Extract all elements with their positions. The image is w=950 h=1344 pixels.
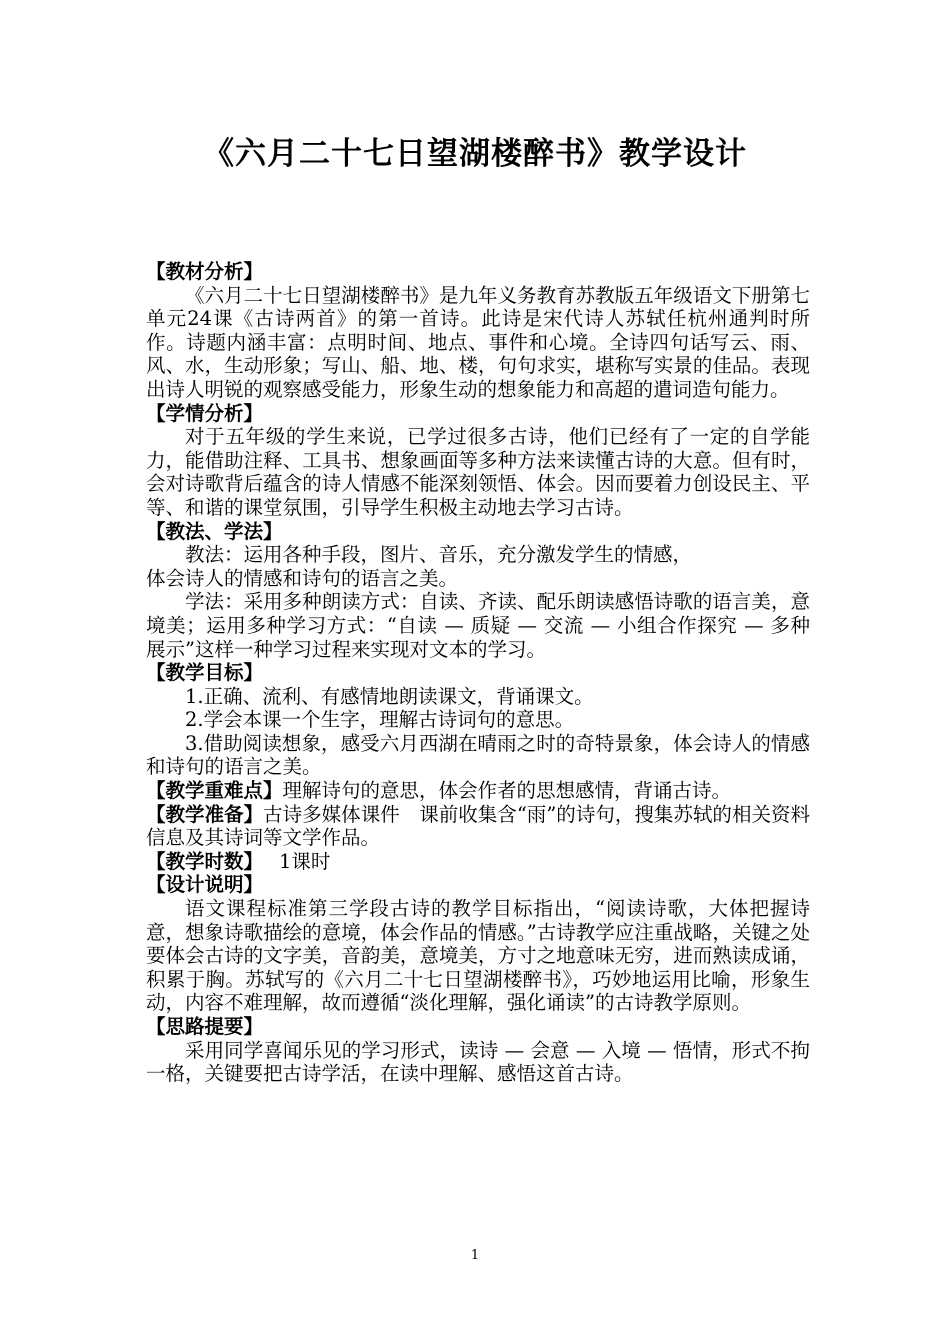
page-title: 《六月二十七日望湖楼醉书》教学设计 xyxy=(203,136,747,172)
paragraph-material: 《六月二十七日望湖楼醉书》是九年义务教育苏教版五年级语文下册第七单元24课《古诗两首》的第一首诗。此诗是宋代诗人苏轼任杭州通判时所作。诗题内涵丰富：点明时间、地点、事件和心境。全诗四句话写云、雨、风、水，生动形象；写山、船、地、楼，句句求实，堪称写实景的佳品。表现出诗人明锐的观察感受能力，形象生动的想象能力和高超的遣词造句能力。 xyxy=(146,283,810,401)
key-points-text: 理解诗句的意思，体会作者的思想感情，背诵古诗。 xyxy=(282,779,732,803)
paragraph-learn-method: 学法：采用多种朗读方式：自读、齐读、配乐朗读感悟诗歌的语言美，意境美；运用多种学习方式：“自读 — 质疑 — 交流 — 小组合作探究 — 多种展示”这样一种学习过程来实现对文本的学习。 xyxy=(146,590,810,661)
goal-item-3: 3.借助阅读想象，感受六月西湖在晴雨之时的奇特景象，体会诗人的情感和诗句的语言之美。 xyxy=(146,731,810,779)
document-body xyxy=(146,260,810,1086)
page-number: 1 xyxy=(470,1248,480,1263)
goal-item-2: 2.学会本课一个生字，理解古诗词句的意思。 xyxy=(185,708,575,732)
heading-prep: 【教学准备】 xyxy=(146,802,264,826)
heading-hours: 【教学时数】 xyxy=(146,849,264,873)
heading-design: 【设计说明】 xyxy=(146,873,264,897)
paragraph-outline: 采用同学喜闻乐见的学习形式，读诗 — 会意 — 入境 — 悟情，形式不拘一格，关键要把古诗学活，在读中理解、感悟这首古诗。 xyxy=(146,1038,810,1086)
key-points-line xyxy=(146,779,810,803)
heading-methods: 【教法、学法】 xyxy=(146,519,283,543)
paragraph-students: 对于五年级的学生来说，已学过很多古诗，他们已经有了一定的自学能力，能借助注释、工具书、想象画面等多种方法来读懂古诗的大意。但有时，会对诗歌背后蕴含的诗人情感不能深刻领悟、体会。因而要着力创设民主、平等、和谐的课堂氛围，引导学生积极主动地去学习古诗。 xyxy=(146,425,810,519)
heading-goals: 【教学目标】 xyxy=(146,661,264,685)
heading-students: 【学情分析】 xyxy=(146,401,264,425)
goal-item-1: 1.正确、流利、有感情地朗读课文，背诵课文。 xyxy=(185,684,594,708)
heading-outline: 【思路提要】 xyxy=(146,1015,264,1038)
paragraph-teach-method-line2: 体会诗人的情感和诗句的语言之美。 xyxy=(146,566,459,590)
heading-key-points: 【教学重难点】 xyxy=(146,779,283,803)
paragraph-design: 语文课程标准第三学段古诗的教学目标指出，“阅读诗歌，大体把握诗意，想象诗歌描绘的意境，体会作品的情感。”古诗教学应注重战略，关键之处要体会古诗的文字美，音韵美，意境美，方寸之地意味无穷，进而熟读成诵，积累于胸。苏轼写的《六月二十七日望湖楼醉书》，巧妙地运用比喻，形象生动，内容不难理解，故而遵循“淡化理解，强化诵读”的古诗教学原则。 xyxy=(146,897,810,1015)
paragraph-teach-method-line1: 教法：运用各种手段，图片、音乐，充分激发学生的情感， xyxy=(185,543,693,567)
hours-line xyxy=(146,850,810,874)
prep-text: 古诗多媒体课件 课前收集含“雨”的诗句，搜集苏轼的相关资料信息及其诗词等文学作品。 xyxy=(146,802,810,850)
heading-material: 【教材分析】 xyxy=(146,260,264,283)
prep-line xyxy=(146,803,810,850)
hours-text: 1课时 xyxy=(279,849,331,873)
